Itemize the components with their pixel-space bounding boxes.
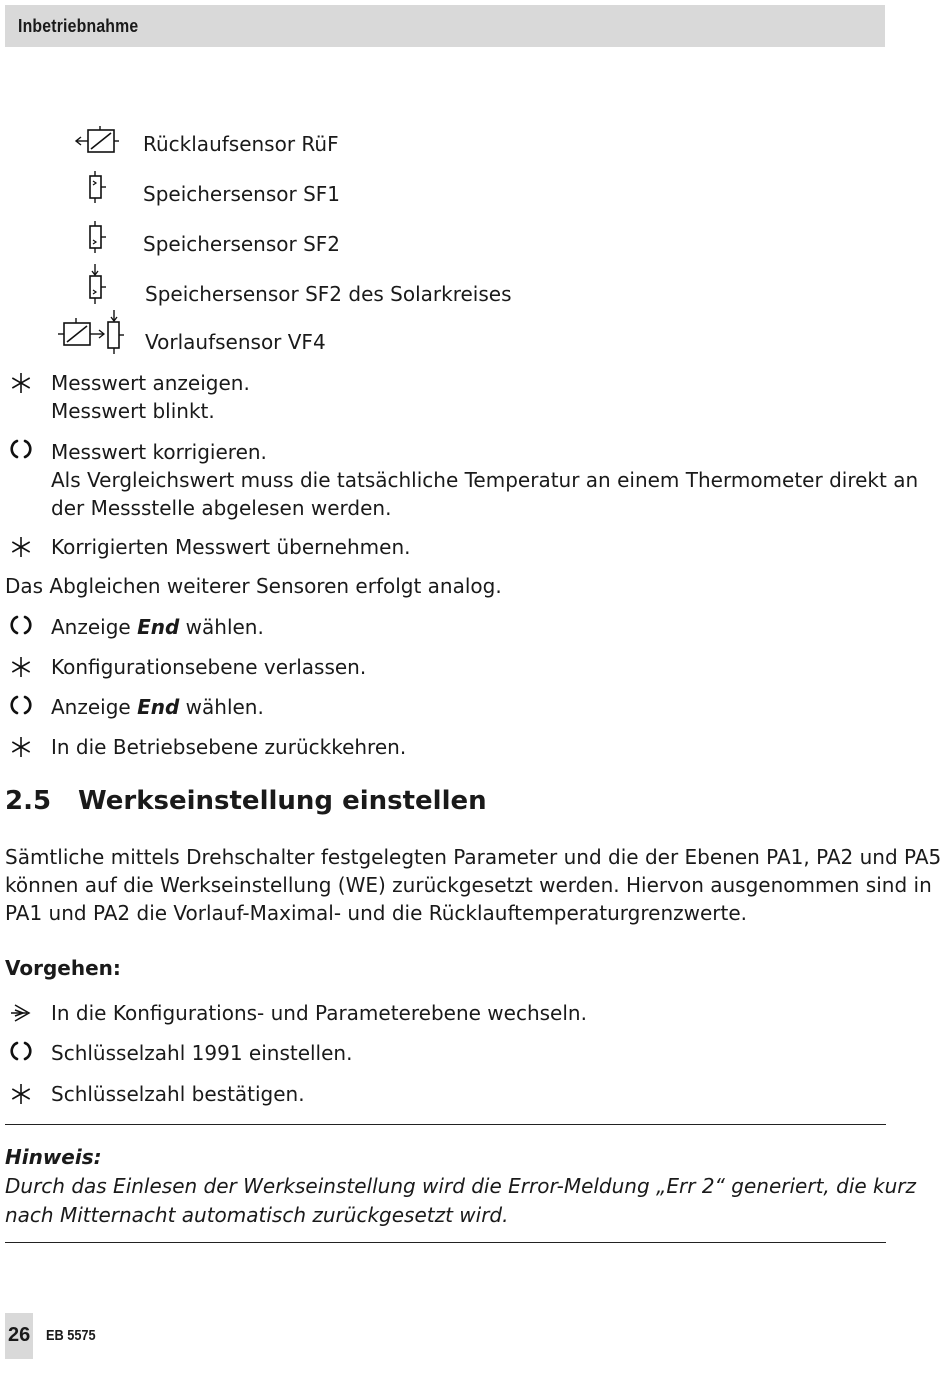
rotary-knob-icon [8, 693, 34, 717]
section-number: 2.5 [5, 786, 52, 816]
step-select-end [51, 613, 264, 641]
note-divider-top [5, 1124, 886, 1125]
step-text-post: wählen. [179, 615, 264, 639]
note-body [5, 1172, 916, 1230]
page-number: 26 [8, 1324, 31, 1346]
note-divider-bottom [5, 1242, 886, 1243]
sensor-label-vf4: Vorlaufsensor VF4 [145, 330, 326, 354]
step-leave-config: Konfigurationsebene verlassen. [51, 655, 367, 679]
step-select-end-2 [51, 693, 264, 721]
step-return-operation: In die Betriebsebene zurückkehren. [51, 735, 407, 759]
paragraph-line: Sämtliche mittels Drehschalter festgelegten Parameter und die der Ebenen PA1, PA2 und PA5 [5, 845, 942, 869]
step-text-post: wählen. [179, 695, 264, 719]
document-id: EB 5575 [46, 1327, 96, 1344]
sensor-label-sf2: Speichersensor SF2 [143, 232, 341, 256]
step-text-pre: Anzeige [51, 615, 138, 639]
step-text-pre: Anzeige [51, 695, 138, 719]
sensor-label-solar: Speichersensor SF2 des Solarkreises [145, 282, 512, 306]
arrow-right-icon [8, 1001, 34, 1025]
step-enter-config: In die Konfigurations- und Parameterebene wechseln. [51, 1001, 587, 1025]
step-correct-value [51, 438, 918, 522]
step-line: Messwert anzeigen. [51, 371, 250, 395]
asterisk-icon [8, 1082, 34, 1106]
step-line: der Messstelle abgelesen werden. [51, 496, 392, 520]
note-line: Durch das Einlesen der Werkseinstellung wird die Error-Meldung „Err 2“ generiert, die kurz [5, 1174, 917, 1198]
chapter-title: Inbetriebnahme [18, 16, 139, 36]
asterisk-icon [8, 655, 34, 679]
asterisk-icon [8, 371, 34, 395]
section-heading [5, 786, 487, 816]
step-accept-value: Korrigierten Messwert übernehmen. [51, 535, 411, 559]
asterisk-icon [8, 735, 34, 759]
step-set-key: Schlüsselzahl 1991 einstellen. [51, 1041, 353, 1065]
step-line: Als Vergleichswert muss die tatsächliche Temperatur an einem Thermometer direkt an [51, 468, 919, 492]
step-line: Messwert korrigieren. [51, 440, 267, 464]
header-bar [5, 5, 885, 47]
section-paragraph [5, 843, 941, 927]
solar-storage-sensor-icon [84, 263, 108, 305]
section-title: Werkseinstellung einstellen [78, 786, 487, 816]
display-end-term: End [137, 615, 180, 639]
rotary-knob-icon [8, 613, 34, 637]
asterisk-icon [8, 535, 34, 559]
sensor-label-sf1: Speichersensor SF1 [143, 182, 341, 206]
procedure-label: Vorgehen: [5, 956, 121, 980]
rotary-knob-icon [8, 1039, 34, 1063]
storage-sensor-sf2-icon [84, 220, 108, 254]
step-show-value [51, 369, 250, 425]
display-end-term: End [137, 695, 180, 719]
analog-note: Das Abgleichen weiterer Sensoren erfolgt analog. [5, 574, 502, 598]
paragraph-line: PA1 und PA2 die Vorlauf-Maximal- und die Rücklauftemperaturgrenzwerte. [5, 901, 748, 925]
rotary-knob-icon [8, 437, 34, 461]
step-line: Messwert blinkt. [51, 399, 215, 423]
flow-sensor-vf4-icon [56, 309, 126, 355]
note-line: nach Mitternacht automatisch zurückgesetzt wird. [5, 1203, 509, 1227]
page-number-box [5, 1313, 33, 1359]
return-sensor-icon [74, 125, 120, 157]
paragraph-line: können auf die Werkseinstellung (WE) zurückgesetzt werden. Hiervon ausgenommen sind in [5, 873, 932, 897]
step-confirm-key: Schlüsselzahl bestätigen. [51, 1082, 305, 1106]
note-title: Hinweis: [5, 1145, 102, 1169]
storage-sensor-sf1-icon [84, 170, 108, 204]
sensor-label-return: Rücklaufsensor RüF [143, 132, 339, 156]
